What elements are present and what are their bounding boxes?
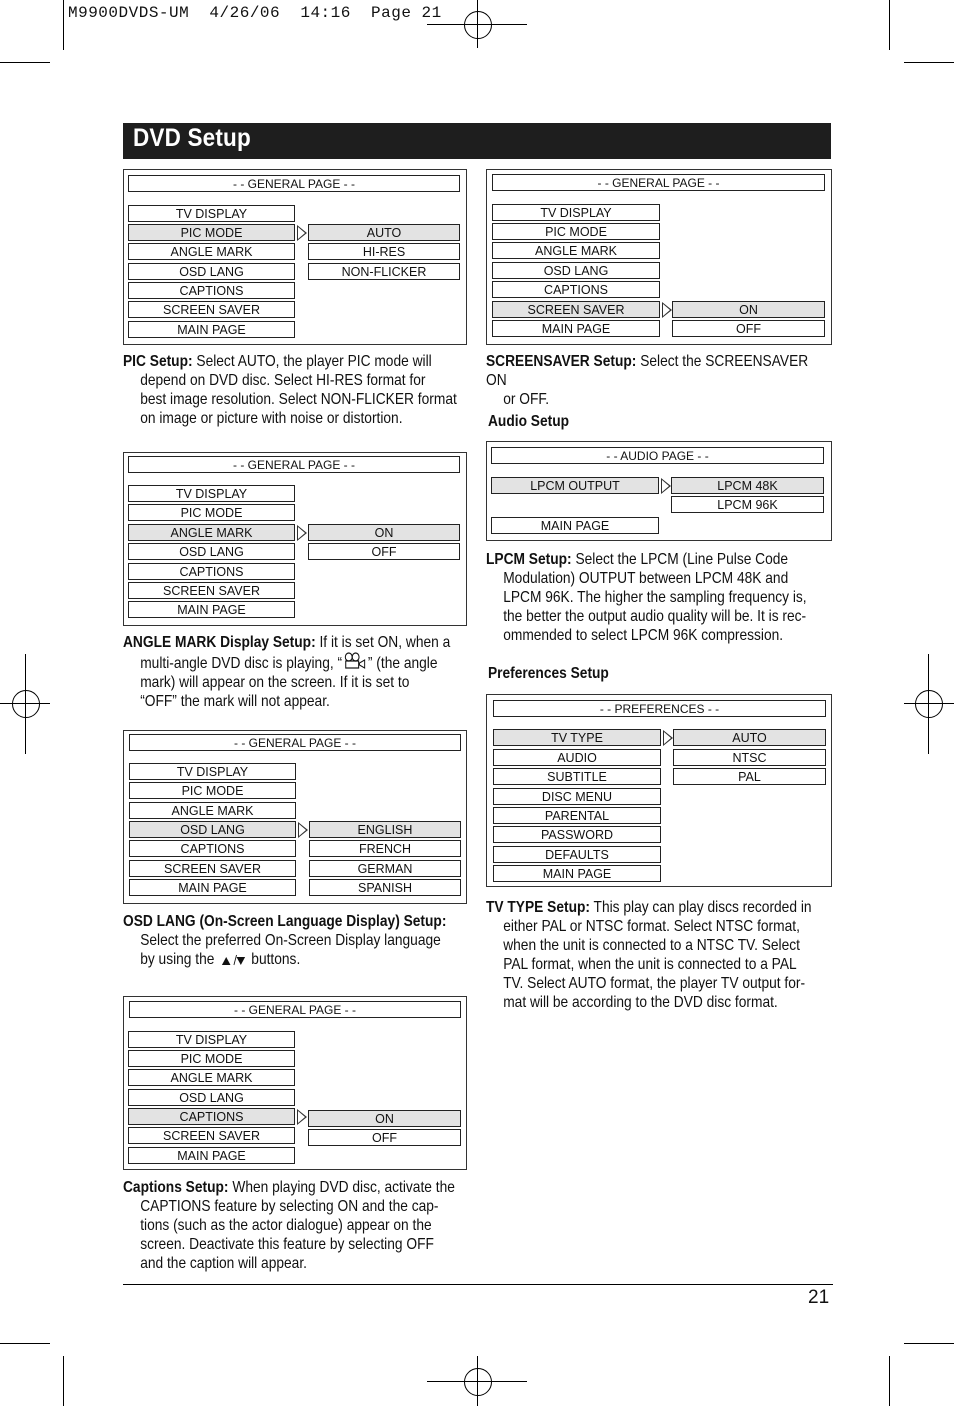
menu-item-angle-mark[interactable]: ANGLE MARK (129, 802, 296, 819)
text-line: best image resolution. Select NON-FLICKER format (140, 391, 457, 408)
page-title-bar (123, 123, 831, 159)
text-line: on image or picture with noise or distortion. (140, 410, 403, 427)
captions-description (123, 1178, 467, 1273)
angle-mark-description (123, 633, 467, 711)
text-line: This play can play discs recorded in (593, 899, 812, 916)
pic-setup-description (123, 352, 467, 428)
menu-header: - - PREFERENCES - - (493, 700, 826, 717)
menu-item-screen-saver[interactable]: SCREEN SAVER (128, 582, 295, 599)
crop-mark (63, 0, 64, 50)
menu-item-pic-mode[interactable]: PIC MODE (128, 1050, 295, 1067)
text-line: Select the preferred On-Screen Display language (140, 932, 441, 949)
option-on[interactable]: ON (308, 1110, 461, 1127)
camera-angle-icon (344, 652, 366, 670)
text-line: CAPTIONS feature by selecting ON and the cap- (140, 1198, 439, 1215)
option-on[interactable]: ON (672, 301, 825, 318)
menu-item-angle-mark[interactable]: ANGLE MARK (492, 242, 660, 259)
menu-item-defaults[interactable]: DEFAULTS (493, 846, 661, 863)
crop-mark (904, 1343, 954, 1344)
registration-circle (464, 1368, 492, 1396)
menu-item-captions[interactable]: CAPTIONS (492, 281, 660, 298)
menu-item-pic-mode[interactable]: PIC MODE (128, 504, 295, 521)
menu-item-osd-lang[interactable]: OSD LANG (129, 821, 296, 838)
text-line: If it is set ON, when a (319, 634, 451, 651)
angle-mark-menu-panel (123, 452, 467, 626)
menu-item-screen-saver[interactable]: SCREEN SAVER (128, 301, 295, 318)
menu-item-main-page[interactable]: MAIN PAGE (492, 320, 660, 337)
option-ntsc[interactable]: NTSC (673, 749, 826, 766)
menu-item-disc-menu[interactable]: DISC MENU (493, 788, 661, 805)
menu-item-parental[interactable]: PARENTAL (493, 807, 661, 824)
tv-type-label: TV TYPE Setup: (486, 899, 590, 916)
menu-header: - - GENERAL PAGE - - (492, 174, 825, 191)
crop-mark (0, 62, 50, 63)
text-line: When playing DVD disc, activate the (232, 1179, 455, 1196)
page-title: DVD Setup (133, 124, 251, 152)
text-line: tions (such as the actor dialogue) appear on the (140, 1217, 432, 1234)
menu-item-lpcm-output[interactable]: LPCM OUTPUT (491, 477, 659, 494)
print-slug: M9900DVDS-UM 4/26/06 14:16 Page 21 (68, 4, 442, 22)
pic-setup-label: PIC Setup: (123, 353, 193, 370)
text-line: by using the (140, 951, 215, 968)
menu-item-captions[interactable]: CAPTIONS (128, 563, 295, 580)
crop-mark (904, 62, 954, 63)
menu-item-tv-display[interactable]: TV DISPLAY (128, 485, 295, 502)
audio-menu-panel (486, 441, 832, 541)
crop-mark (889, 1356, 890, 1406)
option-auto[interactable]: AUTO (673, 729, 826, 746)
menu-header: - - GENERAL PAGE - - (129, 1001, 461, 1018)
text-line: screen. Deactivate this feature by selecting OFF (140, 1236, 434, 1253)
menu-item-angle-mark[interactable]: ANGLE MARK (128, 524, 295, 541)
text-line: ommended to select LPCM 96K compression. (503, 627, 784, 644)
captions-label: Captions Setup: (123, 1179, 229, 1196)
menu-item-main-page[interactable]: MAIN PAGE (493, 865, 661, 882)
menu-item-pic-mode[interactable]: PIC MODE (128, 224, 295, 241)
text-line: LPCM 96K. The higher the sampling frequency is, (503, 589, 807, 606)
option-hi-res[interactable]: HI-RES (308, 243, 460, 260)
text-line: ” (the angle (367, 655, 438, 672)
menu-item-tv-display[interactable]: TV DISPLAY (492, 204, 660, 221)
menu-item-captions[interactable]: CAPTIONS (129, 840, 296, 857)
menu-item-main-page[interactable]: MAIN PAGE (128, 601, 295, 618)
menu-item-angle-mark[interactable]: ANGLE MARK (128, 1069, 295, 1086)
up-down-arrows-icon (220, 953, 246, 967)
option-german[interactable]: GERMAN (309, 860, 461, 877)
menu-item-main-page[interactable]: MAIN PAGE (129, 879, 296, 896)
text-line: depend on DVD disc. Select HI-RES format for (140, 372, 426, 389)
text-line: Select the LPCM (Line Pulse Code (575, 551, 789, 568)
option-french[interactable]: FRENCH (309, 840, 461, 857)
text-line: Select the SCREENSAVER ON (486, 353, 809, 389)
option-off[interactable]: OFF (308, 1129, 461, 1146)
menu-item-password[interactable]: PASSWORD (493, 826, 661, 843)
menu-item-main-page[interactable]: MAIN PAGE (128, 321, 295, 338)
menu-item-pic-mode[interactable]: PIC MODE (492, 223, 660, 240)
screensaver-description (486, 352, 830, 409)
menu-item-screen-saver[interactable]: SCREEN SAVER (492, 301, 660, 318)
option-english[interactable]: ENGLISH (309, 821, 461, 838)
text-line: mark) will appear on the screen. If it is set to (140, 674, 410, 691)
captions-menu-panel (123, 996, 467, 1170)
crop-mark (889, 0, 890, 50)
audio-setup-heading: Audio Setup (488, 413, 570, 430)
menu-item-captions[interactable]: CAPTIONS (128, 1108, 295, 1125)
text-line: and the caption will appear. (140, 1255, 307, 1272)
text-line: mat will be according to the DVD disc format. (503, 994, 778, 1011)
tv-type-description (486, 898, 830, 1012)
menu-item-osd-lang[interactable]: OSD LANG (128, 263, 295, 280)
screensaver-label: SCREENSAVER Setup: (486, 353, 637, 370)
crop-mark (63, 1356, 64, 1406)
text-line: when the unit is connected to a NTSC TV. Select (503, 937, 800, 954)
angle-mark-label: ANGLE MARK Display Setup: (123, 634, 316, 651)
screen-saver-menu-panel (486, 169, 832, 345)
osd-lang-label: OSD LANG (On-Screen Language Display) Setup: (123, 913, 447, 930)
menu-item-pic-mode[interactable]: PIC MODE (129, 782, 296, 799)
registration-circle (464, 11, 492, 39)
menu-item-tv-display[interactable]: TV DISPLAY (128, 205, 295, 222)
option-auto[interactable]: AUTO (308, 224, 460, 241)
lpcm-label: LPCM Setup: (486, 551, 572, 568)
menu-item-tv-type[interactable]: TV TYPE (493, 729, 661, 746)
option-spanish[interactable]: SPANISH (309, 879, 461, 896)
menu-header: - - GENERAL PAGE - - (129, 734, 461, 751)
menu-item-captions[interactable]: CAPTIONS (128, 282, 295, 299)
text-line: TV. Select AUTO format, the player TV output for- (503, 975, 806, 992)
text-line: either PAL or NTSC format. Select NTSC format, (503, 918, 800, 935)
menu-header: - - GENERAL PAGE - - (128, 175, 460, 192)
option-pal[interactable]: PAL (673, 768, 826, 785)
text-line: or OFF. (503, 391, 550, 408)
option-off[interactable]: OFF (672, 320, 825, 337)
crop-mark (0, 1343, 50, 1344)
menu-item-angle-mark[interactable]: ANGLE MARK (128, 243, 295, 260)
menu-header: - - AUDIO PAGE - - (491, 447, 824, 464)
option-lpcm-48k[interactable]: LPCM 48K (671, 477, 824, 494)
osd-lang-menu-panel (123, 730, 467, 904)
menu-item-main-page[interactable]: MAIN PAGE (128, 1147, 295, 1164)
preferences-menu-panel (486, 694, 832, 887)
option-lpcm-96k[interactable]: LPCM 96K (671, 496, 824, 513)
option-non-flicker[interactable]: NON-FLICKER (308, 263, 460, 280)
text-line: the better the output audio quality will be. It is rec- (503, 608, 807, 625)
menu-item-audio[interactable]: AUDIO (493, 749, 661, 766)
registration-circle (12, 690, 40, 718)
footer-rule (123, 1284, 833, 1285)
text-line: buttons. (251, 951, 301, 968)
option-on[interactable]: ON (308, 524, 460, 541)
page-number: 21 (808, 1287, 830, 1308)
osd-lang-description (123, 912, 467, 969)
menu-item-screen-saver[interactable]: SCREEN SAVER (129, 860, 296, 877)
lpcm-description (486, 550, 830, 645)
text-line: “OFF” the mark will not appear. (140, 693, 330, 710)
text-line: Select AUTO, the player PIC mode will (196, 353, 432, 370)
menu-item-tv-display[interactable]: TV DISPLAY (128, 1031, 295, 1048)
pic-mode-menu-panel (123, 169, 467, 345)
menu-header: - - GENERAL PAGE - - (128, 456, 460, 473)
text-line: PAL format, when the unit is connected to a PAL (503, 956, 797, 973)
menu-item-subtitle[interactable]: SUBTITLE (493, 768, 661, 785)
menu-item-osd-lang[interactable]: OSD LANG (128, 1089, 295, 1106)
menu-item-osd-lang[interactable]: OSD LANG (128, 543, 295, 560)
menu-item-osd-lang[interactable]: OSD LANG (492, 262, 660, 279)
preferences-setup-heading: Preferences Setup (488, 665, 609, 682)
menu-item-tv-display[interactable]: TV DISPLAY (129, 763, 296, 780)
option-off[interactable]: OFF (308, 543, 460, 560)
menu-item-main-page[interactable]: MAIN PAGE (491, 517, 659, 534)
registration-circle (915, 690, 943, 718)
menu-item-screen-saver[interactable]: SCREEN SAVER (128, 1127, 295, 1144)
text-line: Modulation) OUTPUT between LPCM 48K and (503, 570, 789, 587)
text-line: multi-angle DVD disc is playing, “ (140, 655, 343, 672)
